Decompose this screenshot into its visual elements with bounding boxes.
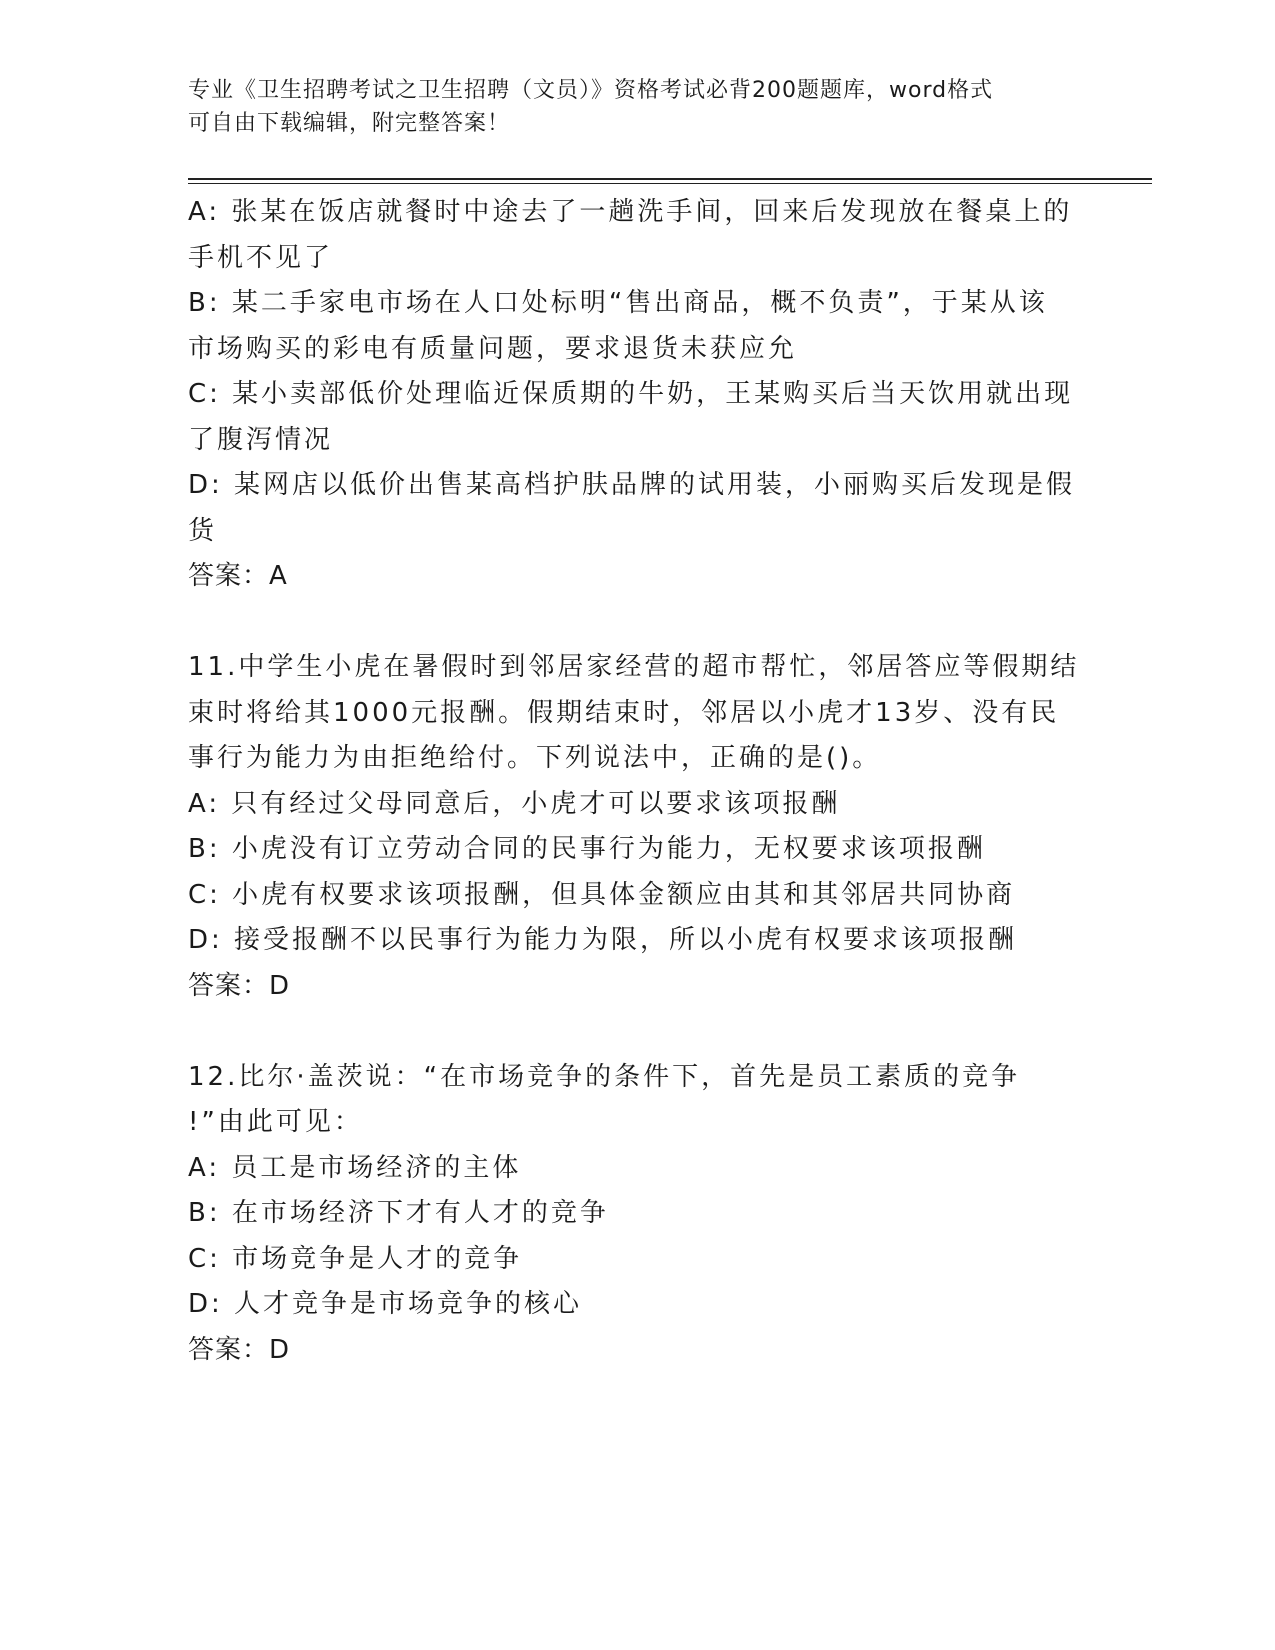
question-10-block [188, 190, 1088, 600]
section-spacer [188, 600, 1088, 646]
question-11-block [188, 645, 1088, 1009]
q12-answer: 答案：D [188, 1334, 291, 1365]
q11-answer: 答案：D [188, 970, 291, 1001]
q10-option-d-line-1: D: 某网店以低价出售某高档护肤品牌的试用装，小丽购买后发现是假 [188, 470, 1076, 500]
q11-option-c: C: 小虎有权要求该项报酬，但具体金额应由其和其邻居共同协商 [188, 879, 1016, 910]
q11-option-d: D: 接受报酬不以民事行为能力为限，所以小虎有权要求该项报酬 [188, 925, 1018, 955]
header-title-line-1: 专业《卫生招聘考试之卫生招聘（文员）》资格考试必背200题题库，word格式 [188, 78, 994, 103]
q10-option-a-line-1: A: 张某在饭店就餐时中途去了一趟洗手间，回来后发现放在餐桌上的 [188, 197, 1073, 227]
q12-option-d: D: 人才竞争是市场竞争的核心 [188, 1289, 583, 1319]
section-spacer [188, 1009, 1088, 1055]
q12-option-c: C: 市场竞争是人才的竞争 [188, 1243, 523, 1274]
header-divider-thin [188, 183, 1152, 184]
document-header [188, 74, 1068, 140]
question-12-block [188, 1055, 1088, 1374]
q10-option-d-line-2: 货 [188, 515, 218, 546]
q11-option-b: B: 小虎没有订立劳动合同的民事行为能力，无权要求该项报酬 [188, 834, 986, 864]
q12-stem-line-1: 12.比尔·盖茨说：“在市场竞争的条件下，首先是员工素质的竞争 [188, 1061, 1021, 1092]
q10-option-a-line-2: 手机不见了 [188, 242, 334, 273]
q12-stem-line-2: !”由此可见： [188, 1107, 363, 1137]
q10-option-b-line-2: 市场购买的彩电有质量问题，要求退货未获应允 [188, 333, 798, 364]
header-title-line-2: 可自由下载编辑，附完整答案！ [188, 111, 511, 136]
q10-answer: 答案：A [188, 561, 288, 591]
q12-option-b: B: 在市场经济下才有人才的竞争 [188, 1198, 609, 1228]
q10-option-c-line-1: C: 某小卖部低价处理临近保质期的牛奶，王某购买后当天饮用就出现 [188, 379, 1074, 409]
q12-option-a: A: 员工是市场经济的主体 [188, 1152, 522, 1183]
q10-option-b-line-1: B: 某二手家电市场在人口处标明“售出商品，概不负责”，于某从该 [188, 288, 1048, 318]
q11-option-a: A: 只有经过父母同意后，小虎才可以要求该项报酬 [188, 788, 841, 819]
q10-option-c-line-2: 了腹泻情况 [188, 424, 334, 455]
q11-stem-line-2: 束时将给其1000元报酬。假期结束时，邻居以小虎才13岁、没有民 [188, 697, 1060, 728]
q11-stem-line-3: 事行为能力为由拒绝给付。下列说法中，正确的是()。 [188, 743, 882, 773]
q11-stem-line-1: 11.中学生小虎在暑假时到邻居家经营的超市帮忙，邻居答应等假期结 [188, 652, 1080, 682]
question-content [188, 190, 1088, 1373]
header-divider-thick [188, 178, 1152, 180]
